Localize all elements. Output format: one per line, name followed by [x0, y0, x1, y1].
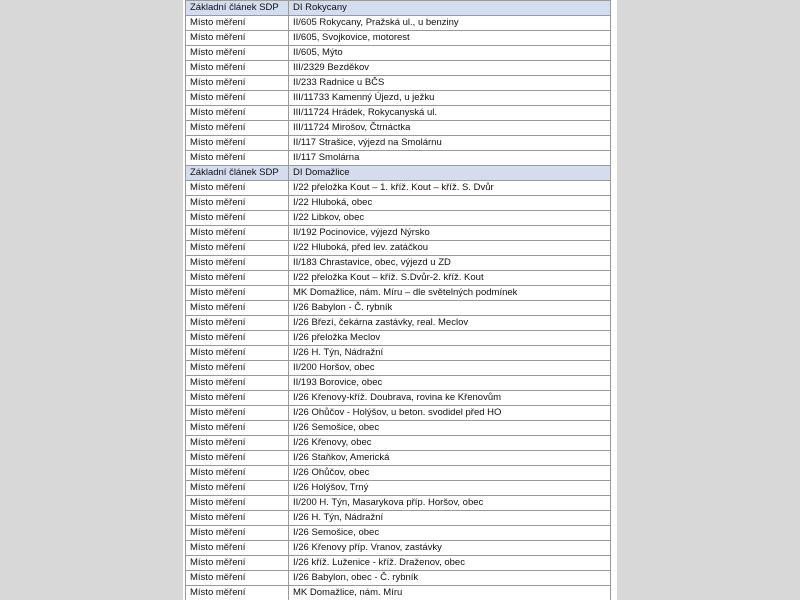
document-page	[183, 0, 617, 600]
table-row	[186, 211, 611, 226]
table-row	[186, 121, 611, 136]
row-label-cell: Místo měření	[186, 61, 289, 76]
row-label-cell: Místo měření	[186, 571, 289, 586]
table-row	[186, 76, 611, 91]
location-cell: II/605 Rokycany, Pražská ul., u benziny	[289, 16, 611, 31]
row-label-cell: Místo měření	[186, 406, 289, 421]
table-row	[186, 526, 611, 541]
location-cell: II/605, Svojkovice, motorest	[289, 31, 611, 46]
location-cell: II/200 Horšov, obec	[289, 361, 611, 376]
table-row	[186, 151, 611, 166]
row-label-cell: Místo měření	[186, 76, 289, 91]
row-label-cell: Místo měření	[186, 46, 289, 61]
location-cell: III/11724 Mirošov, Čtrnáctka	[289, 121, 611, 136]
location-cell: II/193 Borovice, obec	[289, 376, 611, 391]
table-row	[186, 466, 611, 481]
location-cell: I/26 H. Týn, Nádražní	[289, 346, 611, 361]
table-row	[186, 286, 611, 301]
table-row	[186, 241, 611, 256]
row-label-cell: Místo měření	[186, 376, 289, 391]
table-row	[186, 196, 611, 211]
table-row	[186, 586, 611, 600]
table-row	[186, 541, 611, 556]
table-row	[186, 346, 611, 361]
location-cell: I/22 Hluboká, obec	[289, 196, 611, 211]
location-cell: II/117 Smolárna	[289, 151, 611, 166]
row-label-cell: Místo měření	[186, 511, 289, 526]
table-row	[186, 106, 611, 121]
section-header-row	[186, 166, 611, 181]
row-label-cell: Místo měření	[186, 496, 289, 511]
location-cell: II/233 Radnice u BČS	[289, 76, 611, 91]
table-row	[186, 556, 611, 571]
row-label-cell: Místo měření	[186, 391, 289, 406]
row-label-cell: Místo měření	[186, 436, 289, 451]
table-row	[186, 301, 611, 316]
location-cell: I/26 Semošice, obec	[289, 526, 611, 541]
table-row	[186, 31, 611, 46]
location-cell: I/26 Ohůčov, obec	[289, 466, 611, 481]
location-cell: I/22 Hluboká, před lev. zatáčkou	[289, 241, 611, 256]
location-cell: I/26 Březí, čekárna zastávky, real. Meclov	[289, 316, 611, 331]
section-name-cell: DI Rokycany	[289, 1, 611, 16]
table-row	[186, 136, 611, 151]
row-label-cell: Místo měření	[186, 196, 289, 211]
row-label-cell: Místo měření	[186, 151, 289, 166]
row-label-cell: Místo měření	[186, 106, 289, 121]
location-cell: MK Domažlice, nám. Míru	[289, 586, 611, 600]
table-body	[186, 1, 611, 600]
table-row	[186, 331, 611, 346]
table-row	[186, 271, 611, 286]
location-cell: I/26 Semošice, obec	[289, 421, 611, 436]
location-cell: I/26 kříž. Luženice - kříž. Draženov, obec	[289, 556, 611, 571]
table-row	[186, 61, 611, 76]
row-label-cell: Místo měření	[186, 91, 289, 106]
location-cell: III/11724 Hrádek, Rokycanyská ul.	[289, 106, 611, 121]
row-label-cell: Místo měření	[186, 286, 289, 301]
row-label-cell: Místo měření	[186, 466, 289, 481]
location-cell: I/26 Křenovy-kříž. Doubrava, rovina ke Křenovům	[289, 391, 611, 406]
row-label-cell: Místo měření	[186, 541, 289, 556]
table-row	[186, 226, 611, 241]
table-row	[186, 91, 611, 106]
location-cell: I/26 Babylon, obec - Č. rybník	[289, 571, 611, 586]
row-label-cell: Místo měření	[186, 136, 289, 151]
row-label-cell: Místo měření	[186, 301, 289, 316]
section-label-cell: Základní článek SDP	[186, 166, 289, 181]
table-row	[186, 496, 611, 511]
location-cell: I/26 H. Týn, Nádražní	[289, 511, 611, 526]
row-label-cell: Místo měření	[186, 481, 289, 496]
row-label-cell: Místo měření	[186, 586, 289, 600]
table-row	[186, 316, 611, 331]
measurement-locations-table	[185, 0, 611, 600]
table-row	[186, 481, 611, 496]
row-label-cell: Místo měření	[186, 331, 289, 346]
table-row	[186, 436, 611, 451]
row-label-cell: Místo měření	[186, 361, 289, 376]
location-cell: I/26 Křenovy, obec	[289, 436, 611, 451]
location-cell: I/26 Staňkov, Americká	[289, 451, 611, 466]
section-name-cell: DI Domažlice	[289, 166, 611, 181]
location-cell: I/26 Babylon - Č. rybník	[289, 301, 611, 316]
row-label-cell: Místo měření	[186, 226, 289, 241]
row-label-cell: Místo měření	[186, 271, 289, 286]
row-label-cell: Místo měření	[186, 556, 289, 571]
location-cell: II/192 Pocinovice, výjezd Nýrsko	[289, 226, 611, 241]
section-header-row	[186, 1, 611, 16]
row-label-cell: Místo měření	[186, 421, 289, 436]
location-cell: II/605, Mýto	[289, 46, 611, 61]
table-row	[186, 376, 611, 391]
location-cell: MK Domažlice, nám. Míru – dle světelných podmínek	[289, 286, 611, 301]
row-label-cell: Místo měření	[186, 241, 289, 256]
location-cell: II/183 Chrastavice, obec, výjezd u ZD	[289, 256, 611, 271]
table-row	[186, 511, 611, 526]
table-row	[186, 361, 611, 376]
row-label-cell: Místo měření	[186, 121, 289, 136]
location-cell: I/22 přeložka Kout – kříž. S.Dvůr-2. kříž. Kout	[289, 271, 611, 286]
row-label-cell: Místo měření	[186, 16, 289, 31]
row-label-cell: Místo měření	[186, 346, 289, 361]
row-label-cell: Místo měření	[186, 211, 289, 226]
location-cell: II/117 Strašice, výjezd na Smolárnu	[289, 136, 611, 151]
row-label-cell: Místo měření	[186, 526, 289, 541]
location-cell: I/22 Libkov, obec	[289, 211, 611, 226]
location-cell: I/26 Křenovy příp. Vranov, zastávky	[289, 541, 611, 556]
table-row	[186, 406, 611, 421]
table-row	[186, 46, 611, 61]
location-cell: I/26 přeložka Meclov	[289, 331, 611, 346]
table-row	[186, 256, 611, 271]
location-cell: III/11733 Kamenný Újezd, u ježku	[289, 91, 611, 106]
location-cell: I/22 přeložka Kout – 1. kříž. Kout – kříž. S. Dvůr	[289, 181, 611, 196]
row-label-cell: Místo měření	[186, 181, 289, 196]
table-row	[186, 451, 611, 466]
section-label-cell: Základní článek SDP	[186, 1, 289, 16]
table-row	[186, 181, 611, 196]
location-cell: III/2329 Bezděkov	[289, 61, 611, 76]
row-label-cell: Místo měření	[186, 316, 289, 331]
row-label-cell: Místo měření	[186, 31, 289, 46]
row-label-cell: Místo měření	[186, 451, 289, 466]
table-row	[186, 421, 611, 436]
location-cell: II/200 H. Týn, Masarykova příp. Horšov, obec	[289, 496, 611, 511]
table-row	[186, 16, 611, 31]
location-cell: I/26 Ohůčov - Holýšov, u beton. svodidel před HO	[289, 406, 611, 421]
table-row	[186, 391, 611, 406]
row-label-cell: Místo měření	[186, 256, 289, 271]
table-row	[186, 571, 611, 586]
location-cell: I/26 Holýšov, Trný	[289, 481, 611, 496]
